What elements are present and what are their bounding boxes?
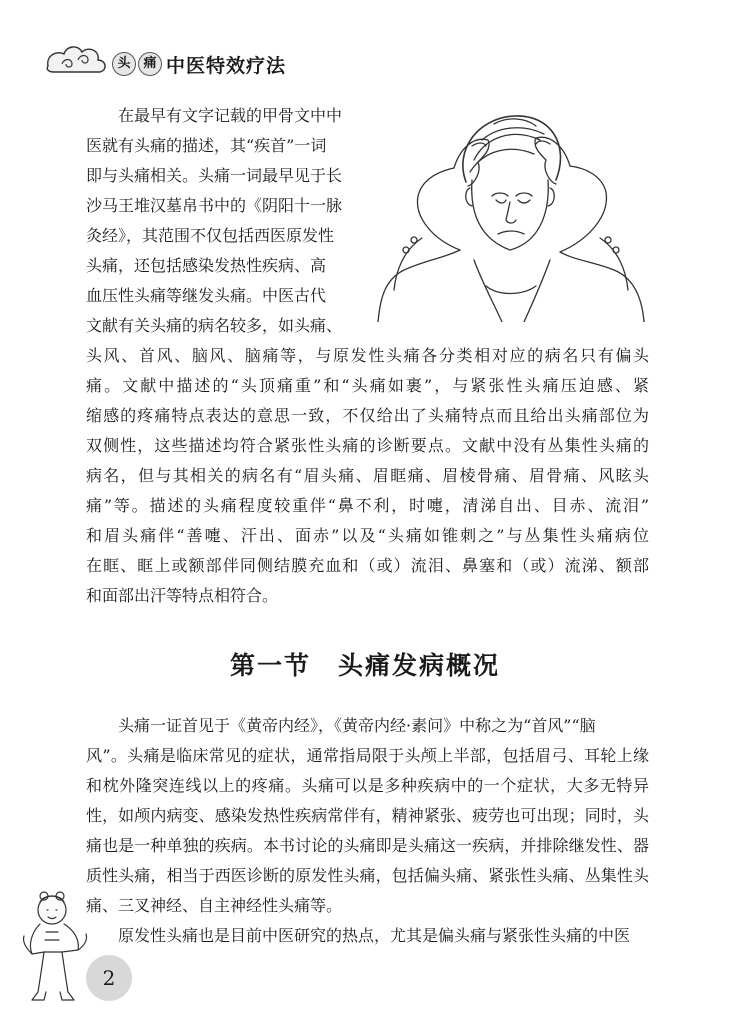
intro-line: 在最早有文字记载的甲骨文中中 <box>118 106 343 125</box>
child-figure-icon <box>18 888 92 1006</box>
section-line: 性，如颅内病变、感染发热性疾病常伴有，精神紧张、疲劳也可出现；同时，头 <box>86 806 649 825</box>
headache-man-illustration <box>374 100 648 322</box>
section-line: 痛、三叉神经、自主神经性头痛等。 <box>86 896 343 915</box>
section-line: 风”。头痛是临床常见的症状，通常指局限于头颅上半部，包括眉弓、耳轮上缘 <box>86 746 649 765</box>
intro-wide-line: 双侧性，这些描述均符合紧张性头痛的诊断要点。文献中没有丛集性头痛的 <box>86 436 649 455</box>
intro-line: 文献有关头痛的病名较多，如头痛、 <box>86 316 343 335</box>
intro-wide-line: 和面部出汗等特点相符合。 <box>86 586 279 605</box>
intro-wide-line: 和眉头痛伴“善嚏、汗出、面赤”以及“头痛如锥刺之”与丛集性头痛病位 <box>86 526 649 545</box>
page-number: 2 <box>86 955 132 1001</box>
intro-wide-line: 缩感的疼痛特点表达的意思一致，不仅给出了头痛特点而且给出头痛部位为 <box>86 406 649 425</box>
intro-wide-line: 在眶、眶上或额部伴同侧结膜充血和（或）流泪、鼻塞和（或）流涕、额部 <box>86 556 649 575</box>
intro-line: 医就有头痛的描述，其“疾首”一词 <box>86 136 327 155</box>
auspicious-cloud-icon <box>44 42 112 76</box>
section-line: 和枕外隆突连线以上的疼痛。头痛可以是多种疾病中的一个症状，大多无特异 <box>86 776 649 795</box>
running-header <box>44 40 344 80</box>
section-line: 头痛一证首见于《黄帝内经》，《黄帝内经·素问》中称之为“首风”“脑 <box>118 716 596 735</box>
intro-wide-line: 头风、首风、脑风、脑痛等，与原发性头痛各分类相对应的病名只有偏头 <box>86 346 649 365</box>
section-title: 第一节 头痛发病概况 <box>229 651 500 680</box>
intro-line: 灸经》，其范围不仅包括西医原发性 <box>86 226 335 245</box>
intro-wide-line: 痛。文献中描述的“头顶痛重”和“头痛如裹”，与紧张性头痛压迫感、紧 <box>86 376 649 395</box>
section-line: 痛也是一种单独的疾病。本书讨论的头痛即是头痛这一疾病，并排除继发性、器 <box>86 836 649 855</box>
intro-line: 沙马王堆汉墓帛书中的《阴阳十一脉 <box>86 196 343 215</box>
section-line: 质性头痛，相当于西医诊断的原发性头痛，包括偏头痛、紧张性头痛、丛集性头 <box>86 866 649 885</box>
intro-wide-line: 痛”等。描述的头痛程度较重伴“鼻不利，时嚏，清涕自出、目赤、流泪” <box>86 496 649 515</box>
intro-line: 血压性头痛等继发头痛。中医古代 <box>86 286 327 305</box>
header-badge-tong: 痛 <box>138 52 162 76</box>
intro-wide-line: 病名，但与其相关的病名有“眉头痛、眉眶痛、眉棱骨痛、眉骨痛、风眩头 <box>86 466 649 485</box>
header-badge-tou: 头 <box>112 52 136 76</box>
header-title: 中医特效疗法 <box>166 55 287 77</box>
intro-line: 即与头痛相关。头痛一词最早见于长 <box>86 166 343 185</box>
intro-line: 头痛，还包括感染发热性疾病、高 <box>86 256 327 275</box>
section-line: 原发性头痛也是目前中医研究的热点，尤其是偏头痛与紧张性头痛的中医 <box>118 926 631 945</box>
